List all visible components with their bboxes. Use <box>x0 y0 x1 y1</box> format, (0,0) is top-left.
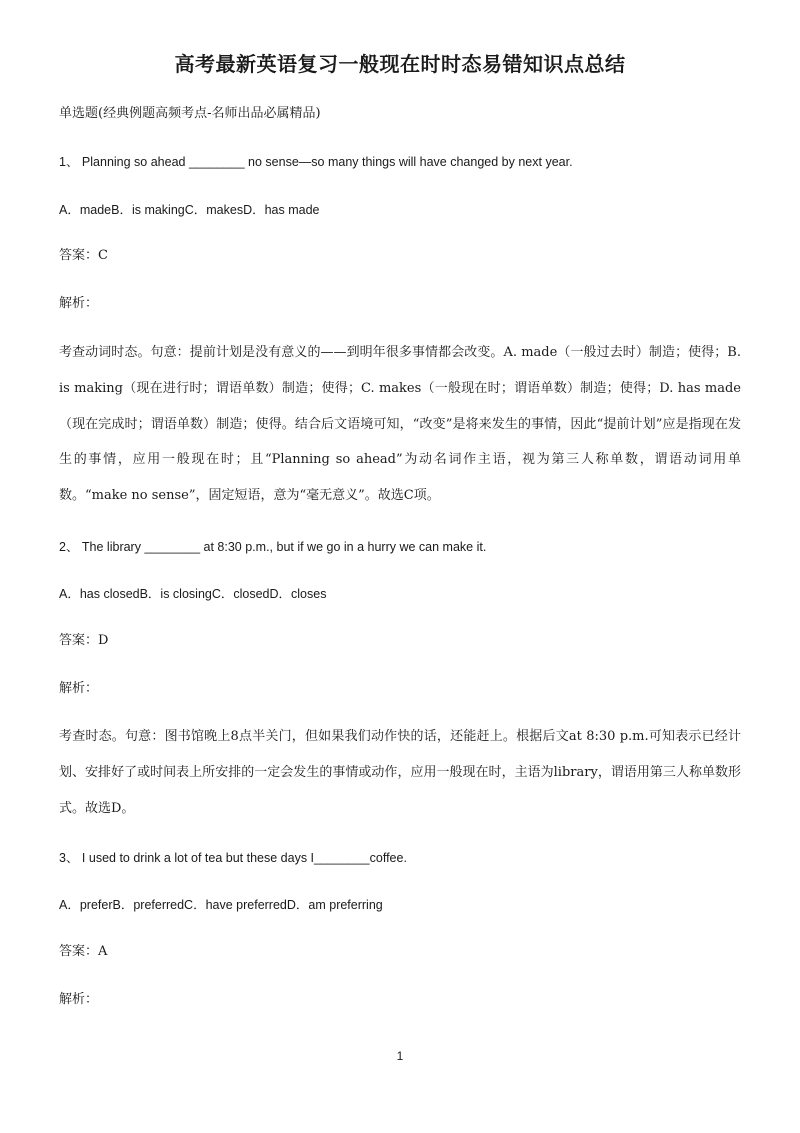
question-2-analysis: 考查时态。句意：图书馆晚上8点半关门，但如果我们动作快的话，还能赶上。根据后文at 8:30 p.m.可知表示已经计划、安排好了或时间表上所安排的一定会发生的事情或动作，应用一般现在时，主语为library，谓语用第三人称单数形式。故选D。 <box>59 729 741 816</box>
question-3-options: A．preferB．preferredC．have preferredD．am preferring <box>59 898 383 912</box>
question-2-stem: 2、 The library ________ at 8:30 p.m., but if we go in a hurry we can make it. <box>59 540 487 554</box>
question-2-analysis-label: 解析： <box>59 681 99 696</box>
question-3-stem: 3、 I used to drink a lot of tea but these days I________coffee. <box>59 851 407 865</box>
question-1-options: A．madeB．is makingC．makesD．has made <box>59 203 320 217</box>
question-2-answer: 答案：D <box>59 633 109 648</box>
question-3-analysis-label: 解析： <box>59 992 99 1007</box>
question-1-answer: 答案：C <box>59 248 108 263</box>
section-heading: 单选题(经典例题高频考点-名师出品必属精品) <box>59 106 321 121</box>
question-1-analysis: 考查动词时态。句意：提前计划是没有意义的——到明年很多事情都会改变。A. made（一般过去时）制造；使得；B. is making（现在进行时；谓语单数）制造；使得；C. makes（一般现在时；谓语单数）制造；使得；D. has made（现在完成时；谓语单数）制造；使得。结合后文语境可知，“改变”是将来发生的事情，因此“提前计划”应是指现在发生的事情，应用一般现在时；且“Planning so ahead”为动名词作主语，视为第三人称单数，谓语动词用单数。“make no sense”，固定短语，意为“毫无意义”。故选C项。 <box>59 345 741 504</box>
question-1-stem: 1、 Planning so ahead ________ no sense—so many things will have changed by next year. <box>59 155 573 169</box>
question-1-analysis-label: 解析： <box>59 296 99 311</box>
question-3-answer: 答案：A <box>59 944 108 959</box>
page-number: 1 <box>396 1049 404 1063</box>
page-title: 高考最新英语复习一般现在时时态易错知识点总结 <box>174 52 626 76</box>
question-2-options: A．has closedB．is closingC．closedD．closes <box>59 587 327 601</box>
